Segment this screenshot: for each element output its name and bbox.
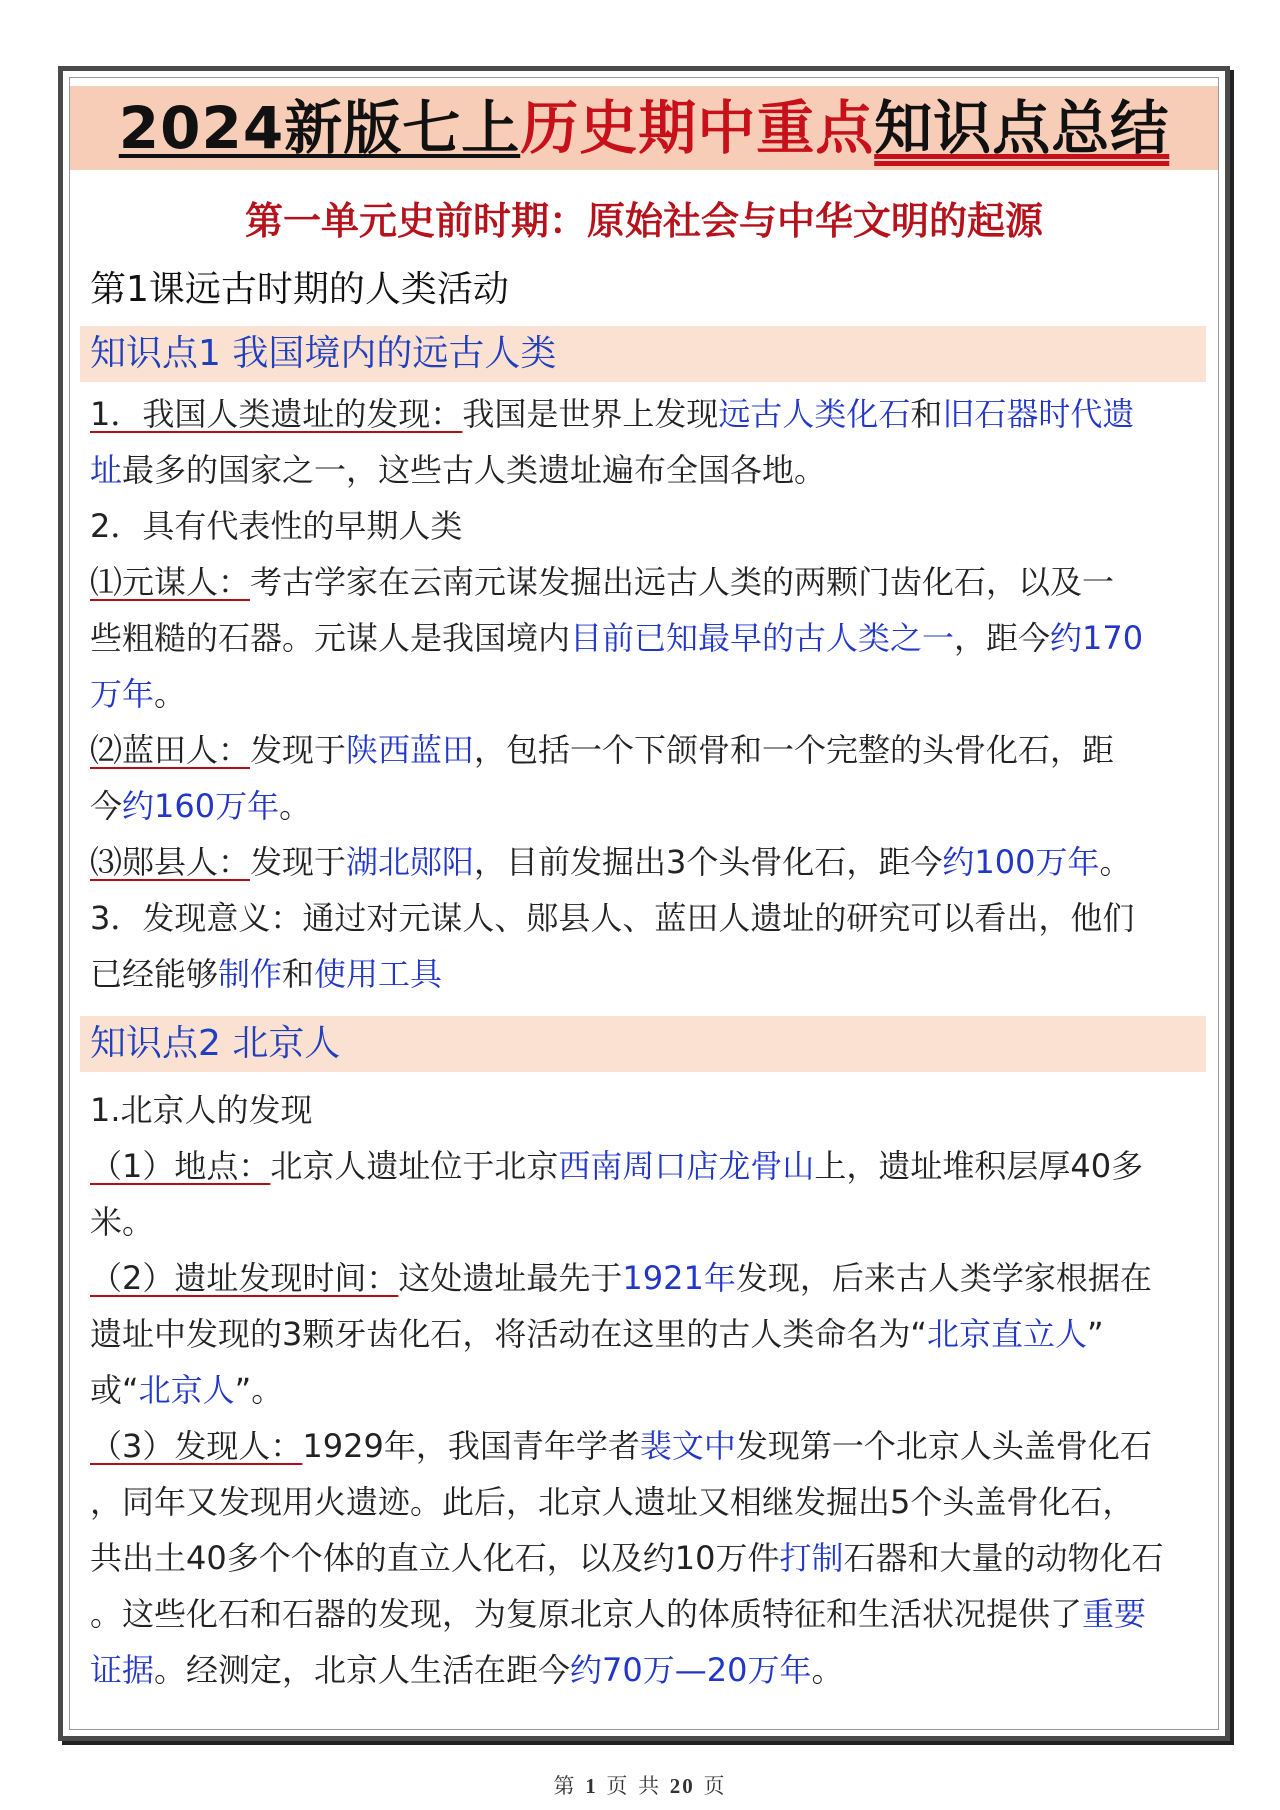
text: 。 (154, 675, 187, 713)
text: 。这些化石和石器的发现，为复原北京人的体质特征和生活状况提供了 (90, 1595, 1083, 1633)
page-number: 1 (585, 1774, 598, 1798)
text: 。 (811, 1651, 844, 1689)
highlight: 西南周口店龙骨山 (558, 1147, 815, 1185)
text: 和 (910, 395, 943, 433)
title-band (70, 86, 1218, 170)
text: 或“ (90, 1371, 139, 1409)
text: 已经能够 (90, 955, 219, 993)
title-part-3: 知识点总结 (874, 94, 1170, 162)
text: 遗址中发现的3颗牙齿化石，将活动在这里的古人类命名为“ (90, 1315, 927, 1353)
footer-text: 第 (553, 1774, 577, 1798)
discoverer-paragraph (90, 1418, 1202, 1698)
label: ⑴元谋人： (90, 563, 251, 601)
label: （2）遗址发现时间： (90, 1259, 399, 1297)
page-inner-border (69, 77, 1219, 1730)
total-pages: 20 (669, 1774, 695, 1798)
text: 和 (282, 955, 315, 993)
text: 我国是世界上发现 (462, 395, 719, 433)
label: （1）地点： (90, 1147, 271, 1185)
highlight: 远古人类化石 (718, 395, 911, 433)
label: ⑵蓝田人： (90, 731, 251, 769)
lesson-title: 第1课远古时期的人类活动 (90, 269, 509, 310)
text: 发现，后来古人类学家根据在 (735, 1259, 1152, 1297)
text: 1929年，我国青年学者 (302, 1427, 640, 1465)
text: 2．具有代表性的早期人类 (90, 507, 463, 545)
title-part-1: 2024新版七上 (118, 94, 521, 162)
text: 最多的国家之一，这些古人类遗址遍布全国各地。 (122, 451, 827, 489)
highlight: 北京人 (138, 1371, 235, 1409)
highlight: 约100万年 (942, 843, 1100, 881)
highlight: 裴文中 (639, 1427, 736, 1465)
highlight: 北京直立人 (926, 1315, 1087, 1353)
label: 1．我国人类遗址的发现： (90, 395, 463, 433)
text: 米。 (90, 1203, 155, 1241)
text: ，距今 (954, 619, 1051, 657)
highlight: 制作 (218, 955, 283, 993)
knowledge-point-1-heading: 知识点1 我国境内的远古人类 (80, 326, 1206, 382)
highlight: 目前已知最早的古人类之一 (570, 619, 955, 657)
text: ，同年又发现用火遗迹。此后，北京人遗址又相继发掘出5个头盖骨化石， (90, 1483, 1135, 1521)
page-frame (58, 66, 1230, 1741)
footer-text: 页 共 (606, 1774, 662, 1798)
yunxian-paragraph (90, 834, 1202, 890)
kp2-section-1 (90, 1082, 1202, 1138)
unit-title: 第一单元史前时期：原始社会与中华文明的起源 (244, 199, 1043, 243)
highlight: 证据 (90, 1651, 155, 1689)
text: 今 (90, 787, 123, 825)
text: 共出土40多个个体的直立人化石，以及约10万件 (90, 1539, 780, 1577)
text: 1.北京人的发现 (90, 1091, 313, 1129)
highlight: 1921年 (622, 1259, 736, 1297)
text: ” (1086, 1315, 1104, 1353)
significance-paragraph (90, 890, 1202, 1002)
text: 3．发现意义：通过对元谋人、郧县人、蓝田人遗址的研究可以看出，他们 (90, 899, 1135, 937)
text: 发现第一个北京人头盖骨化石 (735, 1427, 1152, 1465)
label: （3）发现人： (90, 1427, 303, 1465)
kp1-paragraph-2 (90, 498, 1202, 554)
text: 石器和大量的动物化石 (843, 1539, 1164, 1577)
footer-text: 页 (703, 1774, 727, 1798)
highlight: 陕西蓝田 (346, 731, 475, 769)
location-paragraph (90, 1138, 1202, 1250)
highlight: 约160万年 (122, 787, 280, 825)
highlight: 重要 (1082, 1595, 1147, 1633)
text: ，包括一个下颌骨和一个完整的头骨化石，距 (474, 731, 1115, 769)
text: ”。 (234, 1371, 284, 1409)
discovery-time-paragraph (90, 1250, 1202, 1418)
highlight: 旧石器时代遗 (942, 395, 1135, 433)
text: ，目前发掘出3个头骨化石，距今 (474, 843, 943, 881)
highlight: 约170 (1050, 619, 1144, 657)
yuanmou-paragraph (90, 554, 1202, 722)
page-footer (0, 1770, 1280, 1800)
text: 上，遗址堆积层厚40多 (814, 1147, 1144, 1185)
highlight: 湖北郧阳 (346, 843, 475, 881)
highlight: 址 (90, 451, 123, 489)
kp1-paragraph-1 (90, 386, 1202, 498)
highlight: 使用工具 (314, 955, 443, 993)
text: 考古学家在云南元谋发掘出远古人类的两颗门齿化石，以及一 (250, 563, 1115, 601)
text: 些粗糙的石器。元谋人是我国境内 (90, 619, 571, 657)
highlight: 约70万—20万年 (570, 1651, 812, 1689)
text: 北京人遗址位于北京 (270, 1147, 559, 1185)
title-part-2: 历史期中重点 (520, 94, 875, 162)
text: 。 (279, 787, 312, 825)
highlight: 万年 (90, 675, 155, 713)
text: 。经测定，北京人生活在距今 (154, 1651, 571, 1689)
highlight: 打制 (779, 1539, 844, 1577)
text: 发现于 (250, 731, 347, 769)
text: 发现于 (250, 843, 347, 881)
knowledge-point-2-heading: 知识点2 北京人 (80, 1016, 1206, 1072)
text: 。 (1099, 843, 1132, 881)
lantian-paragraph (90, 722, 1202, 834)
text: 这处遗址最先于 (398, 1259, 623, 1297)
label: ⑶郧县人： (90, 843, 251, 881)
